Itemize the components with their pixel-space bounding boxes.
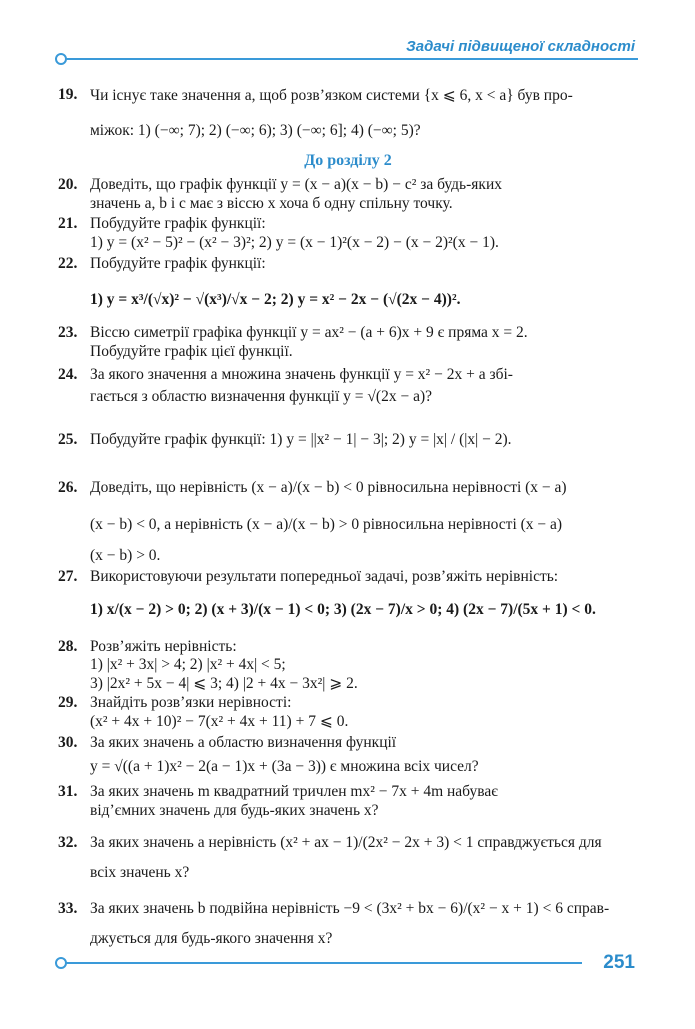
problem-number: 29.: [58, 694, 78, 711]
problem-line: За яких значень m квадратний тричлен mx² − 7x + 4m набуває: [90, 783, 498, 800]
problem-line: Побудуйте графік цієї функції.: [90, 343, 293, 360]
problem-line: За яких значень a нерівність (x² + ax − 1)/(2x² − 2x + 3) < 1 справджується для: [90, 834, 602, 851]
problem-number: 33.: [58, 900, 78, 917]
problem-number: 26.: [58, 479, 78, 496]
problem-line: За яких значень b подвійна нерівність −9 < (3x² + bx − 6)/(x² − x + 1) < 6 справ-: [90, 900, 610, 917]
problem-number: 31.: [58, 783, 78, 800]
problem-line: Розв’яжіть нерівність:: [90, 638, 237, 655]
footer-circle-icon: [55, 957, 67, 969]
problem-line: Використовуючи результати попередньої задачі, розв’яжіть нерівність:: [90, 568, 559, 585]
problem-line: Побудуйте графік функції:: [90, 215, 266, 232]
problem-line: всіх значень x?: [90, 864, 190, 881]
problem-number: 20.: [58, 176, 78, 193]
problem-line: 1) y = (x² − 5)² − (x² − 3)²; 2) y = (x − 1)²(x − 2) − (x − 2)²(x − 1).: [90, 234, 499, 251]
footer-rule: [62, 962, 582, 964]
section-title: До розділу 2: [304, 152, 392, 169]
problem-line: Віссю симетрії графіка функції y = ax² − (a + 6)x + 9 є пряма x = 2.: [90, 324, 528, 341]
problem-line: Доведіть, що графік функції y = (x − a)(x − b) − c² за будь-яких: [90, 176, 502, 193]
problem-number: 24.: [58, 366, 78, 383]
problem-line: міжок: 1) (−∞; 7); 2) (−∞; 6); 3) (−∞; 6]; 4) (−∞; 5)?: [90, 122, 421, 139]
problem-number: 21.: [58, 215, 78, 232]
problem-line: Побудуйте графік функції: 1) y = ||x² − 1| − 3|; 2) y = |x| / (|x| − 2).: [90, 431, 512, 448]
problem-number: 19.: [58, 86, 78, 103]
problem-line: За якого значення a множина значень функції y = x² − 2x + a збі-: [90, 366, 513, 383]
problem-line: Знайдіть розв’язки нерівності:: [90, 694, 292, 711]
problem-number: 22.: [58, 255, 78, 272]
problem-line: від’ємних значень для будь-яких значень x?: [90, 802, 379, 819]
problem-number: 25.: [58, 431, 78, 448]
problem-number: 23.: [58, 324, 78, 341]
problem-line: (x − b) < 0, а нерівність (x − a)/(x − b) > 0 рівносильна нерівності (x − a): [90, 516, 563, 533]
problem-line: За яких значень a областю визначення функції: [90, 734, 397, 751]
problem-number: 27.: [58, 568, 78, 585]
problem-line: гається з областю визначення функції y = √(2x − a)?: [90, 388, 432, 405]
problem-number: 30.: [58, 734, 78, 751]
header-circle-icon: [55, 53, 67, 65]
problem-line: 1) y = x³/(√x)² − √(x³)/√x − 2; 2) y = x² − 2x − (√(2x − 4))².: [90, 291, 461, 308]
problem-line: 1) x/(x − 2) > 0; 2) (x + 3)/(x − 1) < 0; 3) (2x − 7)/x > 0; 4) (2x − 7)/(5x + 1) < 0.: [90, 601, 596, 618]
header-rule: [62, 58, 638, 60]
problem-line: 3) |2x² + 5x − 4| ⩽ 3; 4) |2 + 4x − 3x²| ⩾ 2.: [90, 675, 358, 692]
problem-line: (x − b) > 0.: [90, 547, 161, 564]
problem-line: Побудуйте графік функції:: [90, 255, 266, 272]
problem-number: 28.: [58, 638, 78, 655]
problem-line: Чи існує таке значення a, щоб розв’язком системи {x ⩽ 6, x < a} був про-: [90, 87, 573, 104]
problem-line: значень a, b і c має з віссю x хоча б одну спільну точку.: [90, 195, 453, 212]
problem-number: 32.: [58, 834, 78, 851]
running-header: Задачі підвищеної складності: [406, 38, 635, 55]
problem-line: y = √((a + 1)x² − 2(a − 1)x + (3a − 3)) є множина всіх чисел?: [90, 758, 479, 775]
problem-line: джується для будь-якого значення x?: [90, 930, 333, 947]
problem-line: (x² + 4x + 10)² − 7(x² + 4x + 11) + 7 ⩽ 0.: [90, 713, 349, 730]
problem-line: 1) |x² + 3x| > 4; 2) |x² + 4x| < 5;: [90, 656, 286, 673]
problem-line: Доведіть, що нерівність (x − a)/(x − b) < 0 рівносильна нерівності (x − a): [90, 479, 567, 496]
page-number: 251: [603, 952, 635, 973]
